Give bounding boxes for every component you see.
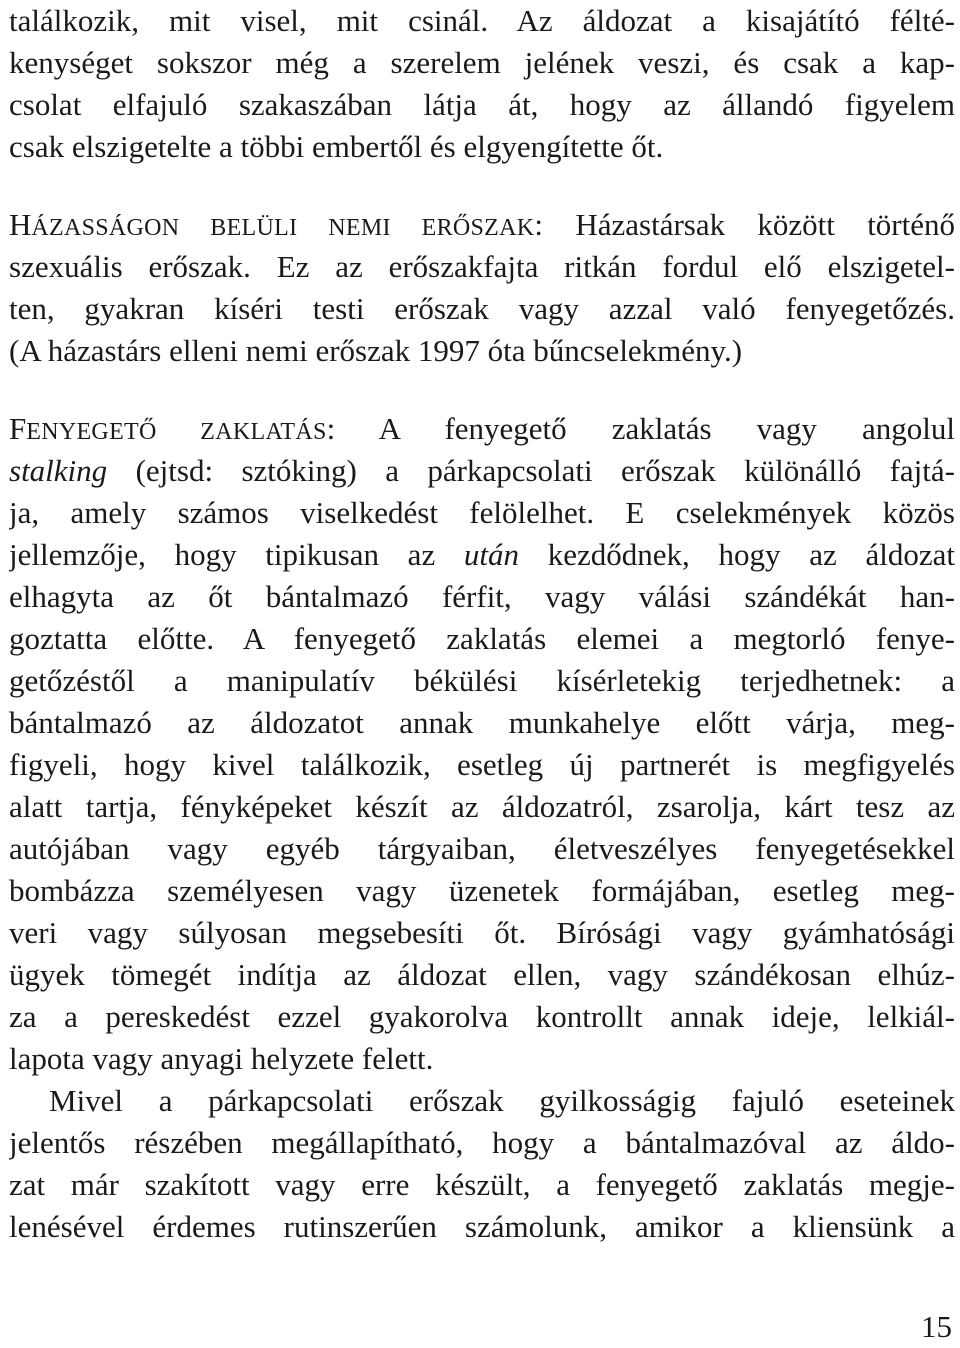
section-heading-line <box>9 204 955 246</box>
definition-text: Házastársak között történő <box>543 207 955 242</box>
text-line: bántalmazó az áldozatot annak munkahelye előtt várja, meg- <box>9 705 955 740</box>
italic-term: stalking <box>9 453 108 488</box>
italic-term: után <box>463 537 520 572</box>
text-line: ten, gyakran kíséri testi erőszak vagy azzal való fenyegetőzés. <box>9 291 955 326</box>
section-heading: HÁZASSÁGON BELÜLI NEMI ERŐSZAK: <box>9 207 544 242</box>
text-line: szexuális erőszak. Ez az erőszakfajta ritkán fordul elő elszigetel- <box>9 249 955 284</box>
text-line: bombázza személyesen vagy üzenetek formájában, esetleg meg- <box>9 873 955 908</box>
text-line: kenységet sokszor még a szerelem jelének veszi, és csak a kap- <box>9 45 955 80</box>
text-line: jellemzője, hogy tipikusan az után kezdődnek, hogy az áldozat <box>9 537 955 572</box>
text-line: lenésével érdemes rutinszerűen számolunk, amikor a kliensünk a <box>9 1209 955 1244</box>
paragraph-intro <box>9 0 955 168</box>
text-line: (A házastárs elleni nemi erőszak 1997 óta bűncselekmény.) <box>9 333 743 368</box>
text-line: ügyek tömegét indítja az áldozat ellen, vagy szándékosan elhúz- <box>9 957 955 992</box>
text-line: ja, amely számos viselkedést felölelhet. E cselekmények közös <box>9 495 955 530</box>
text-line: autójában vagy egyéb tárgyaiban, életveszélyes fenyegetésekkel <box>9 831 955 866</box>
section-stalking <box>9 408 955 1080</box>
text-line: elhagyta az őt bántalmazó férfit, vagy válási szándékát han- <box>9 579 955 614</box>
text-line: stalking (ejtsd: sztóking) a párkapcsolati erőszak különálló fajtá- <box>9 453 955 488</box>
page-number: 15 <box>921 1309 952 1344</box>
text-line: csak elszigetelte a többi embertől és elgyengítette őt. <box>9 129 664 164</box>
text-line: jelentős részében megállapítható, hogy a bántalmazóval az áldo- <box>9 1125 955 1160</box>
text-line: zat már szakított vagy erre készült, a fenyegető zaklatás megje- <box>9 1167 955 1202</box>
section-marital-rape <box>9 204 955 372</box>
text-line: Mivel a párkapcsolati erőszak gyilkosságig fajuló eseteinek <box>49 1083 955 1118</box>
text-line: csolat elfajuló szakaszában látja át, hogy az állandó figyelem <box>9 87 955 122</box>
text-line: veri vagy súlyosan megsebesíti őt. Bírósági vagy gyámhatósági <box>9 915 955 950</box>
text-line: alatt tartja, fényképeket készít az áldozatról, zsarolja, kárt tesz az <box>9 789 955 824</box>
paragraph-gap <box>9 372 955 408</box>
text-line: találkozik, mit visel, mit csinál. Az áldozat a kisajátító félté- <box>9 3 955 38</box>
section-heading: FENYEGETŐ ZAKLATÁS: <box>9 411 336 446</box>
text-line: figyeli, hogy kivel találkozik, esetleg új partnerét is megfigyelés <box>9 747 955 782</box>
definition-text: A fenyegető zaklatás vagy angolul <box>335 411 955 446</box>
document-page <box>9 0 955 1248</box>
text-line: getőzéstől a manipulatív békülési kísérletekig terjedhetnek: a <box>9 663 955 698</box>
text-line: za a pereskedést ezzel gyakorolva kontrollt annak ideje, lelkiál- <box>9 999 955 1034</box>
section-heading-line <box>9 408 955 450</box>
text-line: goztatta előtte. A fenyegető zaklatás elemei a megtorló fenye- <box>9 621 955 656</box>
paragraph-gap <box>9 168 955 204</box>
paragraph-final <box>9 1080 955 1248</box>
text-line: lapota vagy anyagi helyzete felett. <box>9 1041 434 1076</box>
